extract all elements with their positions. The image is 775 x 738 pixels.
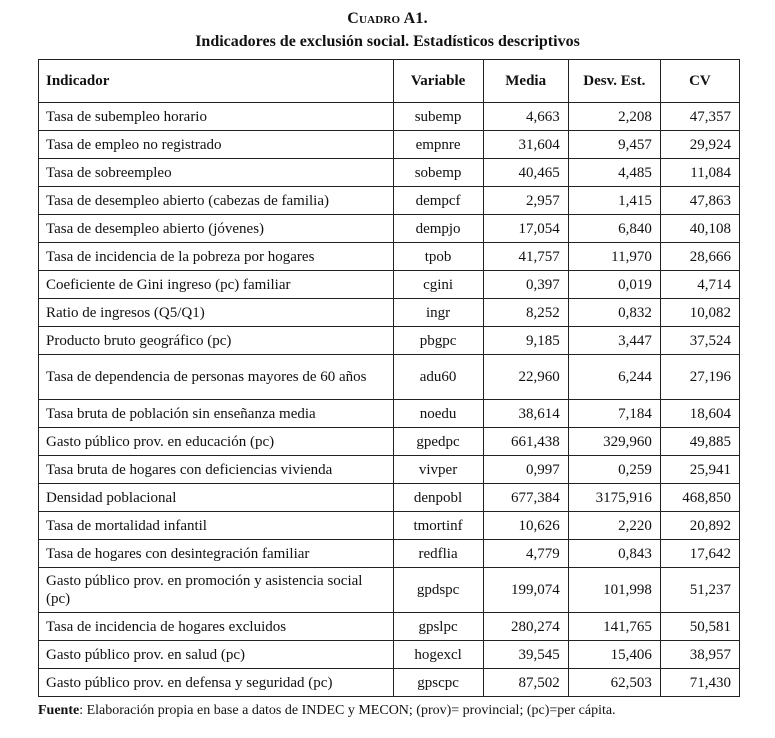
table-row [39, 484, 740, 512]
cell-variable: pbgpc [393, 327, 483, 355]
cell-media: 661,438 [483, 428, 568, 456]
cell-cv: 38,957 [660, 641, 739, 669]
cell-desv-est: 0,019 [568, 271, 660, 299]
cell-cv: 11,084 [660, 159, 739, 187]
cell-indicador: Tasa de subempleo horario [39, 103, 394, 131]
cell-indicador: Coeficiente de Gini ingreso (pc) familiar [39, 271, 394, 299]
cell-cv: 50,581 [660, 613, 739, 641]
cell-variable: vivper [393, 456, 483, 484]
cell-desv-est: 3,447 [568, 327, 660, 355]
cell-media: 677,384 [483, 484, 568, 512]
cell-indicador: Tasa de incidencia de la pobreza por hogares [39, 243, 394, 271]
cell-media: 31,604 [483, 131, 568, 159]
cell-cv: 25,941 [660, 456, 739, 484]
table-row [39, 271, 740, 299]
cell-desv-est: 0,843 [568, 540, 660, 568]
table-row [39, 669, 740, 697]
table-row [39, 355, 740, 400]
table-row [39, 215, 740, 243]
cell-media: 17,054 [483, 215, 568, 243]
cell-desv-est: 1,415 [568, 187, 660, 215]
cell-variable: dempjo [393, 215, 483, 243]
cell-variable: gpdspc [393, 568, 483, 613]
cell-cv: 51,237 [660, 568, 739, 613]
cell-variable: gpedpc [393, 428, 483, 456]
cell-variable: sobemp [393, 159, 483, 187]
cell-desv-est: 4,485 [568, 159, 660, 187]
cell-indicador: Tasa de empleo no registrado [39, 131, 394, 159]
cell-desv-est: 2,208 [568, 103, 660, 131]
table-caption-title: Indicadores de exclusión social. Estadísticos descriptivos [195, 33, 580, 50]
cell-indicador: Gasto público prov. en salud (pc) [39, 641, 394, 669]
table-row [39, 131, 740, 159]
cell-indicador: Tasa de desempleo abierto (jóvenes) [39, 215, 394, 243]
cell-cv: 29,924 [660, 131, 739, 159]
cell-cv: 10,082 [660, 299, 739, 327]
cell-cv: 27,196 [660, 355, 739, 400]
cell-indicador: Tasa de mortalidad infantil [39, 512, 394, 540]
cell-media: 280,274 [483, 613, 568, 641]
cell-media: 4,663 [483, 103, 568, 131]
cell-media: 8,252 [483, 299, 568, 327]
table-row [39, 428, 740, 456]
cell-media: 0,397 [483, 271, 568, 299]
cell-cv: 28,666 [660, 243, 739, 271]
table-row [39, 512, 740, 540]
cell-variable: adu60 [393, 355, 483, 400]
cell-desv-est: 6,244 [568, 355, 660, 400]
cell-indicador: Tasa de incidencia de hogares excluidos [39, 613, 394, 641]
cell-indicador: Tasa de dependencia de personas mayores de 60 años [39, 355, 394, 400]
cell-desv-est: 0,832 [568, 299, 660, 327]
header-cv: CV [660, 60, 739, 103]
cell-desv-est: 3175,916 [568, 484, 660, 512]
cell-desv-est: 62,503 [568, 669, 660, 697]
cell-media: 41,757 [483, 243, 568, 271]
cell-indicador: Tasa de hogares con desintegración familiar [39, 540, 394, 568]
cell-cv: 37,524 [660, 327, 739, 355]
cell-cv: 71,430 [660, 669, 739, 697]
cell-cv: 20,892 [660, 512, 739, 540]
cell-desv-est: 9,457 [568, 131, 660, 159]
cell-indicador: Gasto público prov. en promoción y asistencia social (pc) [39, 568, 394, 613]
cell-desv-est: 11,970 [568, 243, 660, 271]
cell-media: 2,957 [483, 187, 568, 215]
cell-indicador: Ratio de ingresos (Q5/Q1) [39, 299, 394, 327]
header-media: Media [483, 60, 568, 103]
cell-desv-est: 141,765 [568, 613, 660, 641]
cell-indicador: Gasto público prov. en defensa y seguridad (pc) [39, 669, 394, 697]
cell-cv: 40,108 [660, 215, 739, 243]
cell-media: 40,465 [483, 159, 568, 187]
cell-media: 22,960 [483, 355, 568, 400]
table-row [39, 540, 740, 568]
cell-variable: gpscpc [393, 669, 483, 697]
cell-variable: empnre [393, 131, 483, 159]
cell-variable: gpslpc [393, 613, 483, 641]
cell-cv: 18,604 [660, 400, 739, 428]
cell-variable: tmortinf [393, 512, 483, 540]
cell-desv-est: 6,840 [568, 215, 660, 243]
cell-media: 39,545 [483, 641, 568, 669]
cell-desv-est: 0,259 [568, 456, 660, 484]
table-row [39, 641, 740, 669]
cell-variable: cgini [393, 271, 483, 299]
cell-media: 10,626 [483, 512, 568, 540]
header-indicador: Indicador [39, 60, 394, 103]
cell-media: 199,074 [483, 568, 568, 613]
cell-cv: 47,357 [660, 103, 739, 131]
cell-desv-est: 7,184 [568, 400, 660, 428]
table-row [39, 327, 740, 355]
cell-cv: 4,714 [660, 271, 739, 299]
table-header-row [39, 60, 740, 103]
table-row [39, 243, 740, 271]
cell-indicador: Densidad poblacional [39, 484, 394, 512]
table-row [39, 400, 740, 428]
cell-indicador: Gasto público prov. en educación (pc) [39, 428, 394, 456]
table-row [39, 568, 740, 613]
cell-media: 4,779 [483, 540, 568, 568]
table-row [39, 187, 740, 215]
cell-variable: ingr [393, 299, 483, 327]
cell-cv: 468,850 [660, 484, 739, 512]
cell-indicador: Tasa de sobreempleo [39, 159, 394, 187]
cell-cv: 17,642 [660, 540, 739, 568]
table-row [39, 159, 740, 187]
header-desv-est: Desv. Est. [568, 60, 660, 103]
cell-indicador: Tasa bruta de población sin enseñanza media [39, 400, 394, 428]
cell-cv: 49,885 [660, 428, 739, 456]
descriptive-statistics-table [38, 59, 740, 697]
cell-variable: redflia [393, 540, 483, 568]
cell-cv: 47,863 [660, 187, 739, 215]
cell-desv-est: 101,998 [568, 568, 660, 613]
cell-media: 87,502 [483, 669, 568, 697]
cell-desv-est: 2,220 [568, 512, 660, 540]
header-variable: Variable [393, 60, 483, 103]
table-row [39, 103, 740, 131]
cell-indicador: Tasa bruta de hogares con deficiencias vivienda [39, 456, 394, 484]
cell-media: 9,185 [483, 327, 568, 355]
table-row [39, 299, 740, 327]
table-row [39, 456, 740, 484]
cell-variable: dempcf [393, 187, 483, 215]
cell-media: 38,614 [483, 400, 568, 428]
table-source-note: Fuente: Elaboración propia en base a datos de INDEC y MECON; (prov)= provincial; (pc)=per cápita. [38, 703, 616, 718]
cell-desv-est: 329,960 [568, 428, 660, 456]
cell-variable: subemp [393, 103, 483, 131]
cell-variable: denpobl [393, 484, 483, 512]
cell-desv-est: 15,406 [568, 641, 660, 669]
table-caption-label: Cuadro A1. [347, 10, 428, 27]
cell-variable: tpob [393, 243, 483, 271]
cell-indicador: Producto bruto geográfico (pc) [39, 327, 394, 355]
cell-variable: noedu [393, 400, 483, 428]
table-row [39, 613, 740, 641]
cell-media: 0,997 [483, 456, 568, 484]
cell-variable: hogexcl [393, 641, 483, 669]
cell-indicador: Tasa de desempleo abierto (cabezas de familia) [39, 187, 394, 215]
